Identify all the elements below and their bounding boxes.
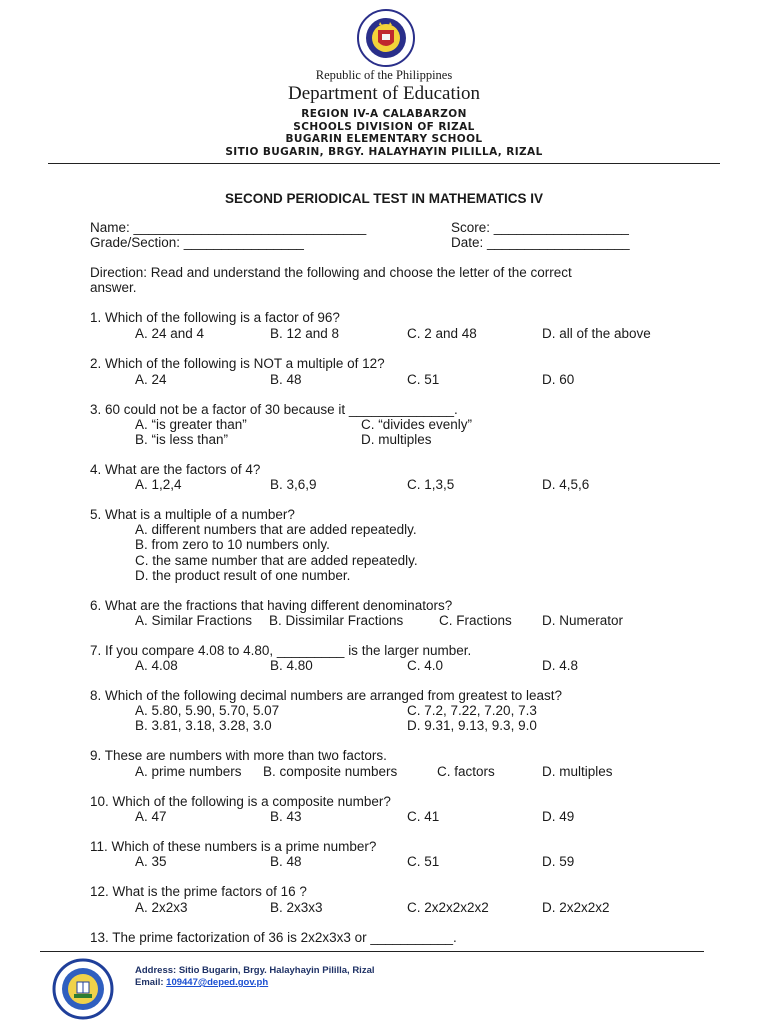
name-field: Name: _______________________________ <box>90 220 367 235</box>
footer-divider <box>40 951 704 952</box>
division-line: SCHOOLS DIVISION OF RIZAL <box>293 121 475 133</box>
q7-choice-a: A. 4.08 <box>135 658 178 673</box>
q8-choice-c: C. 7.2, 7.22, 7.20, 7.3 <box>407 703 537 718</box>
q1-choice-c: C. 2 and 48 <box>407 326 477 341</box>
q11-choice-a: A. 35 <box>135 854 167 869</box>
question-2: 2. Which of the following is NOT a multiple of 12? <box>90 356 385 371</box>
q2-choice-a: A. 24 <box>135 372 167 387</box>
q2-choice-c: C. 51 <box>407 372 440 387</box>
question-1: 1. Which of the following is a factor of 96? <box>90 310 340 325</box>
q2-choice-d: D. 60 <box>542 372 575 387</box>
q9-choice-a: A. prime numbers <box>135 764 242 779</box>
q10-choice-c: C. 41 <box>407 809 440 824</box>
school-seal-logo <box>52 958 114 1020</box>
q9-choice-c: C. factors <box>437 764 495 779</box>
q5-choice-b: B. from zero to 10 numbers only. <box>135 537 330 552</box>
q12-choice-b: B. 2x3x3 <box>270 900 323 915</box>
question-6: 6. What are the fractions that having different denominators? <box>90 598 453 613</box>
deped-seal-logo <box>350 8 422 68</box>
header-divider <box>48 163 720 164</box>
footer-address: Address: Sitio Bugarin, Brgy. Halayhayin Pililla, Rizal <box>135 965 375 976</box>
question-11: 11. Which of these numbers is a prime number? <box>90 839 377 854</box>
q1-choice-b: B. 12 and 8 <box>270 326 340 341</box>
direction-line-1: Direction: Read and understand the following and choose the letter of the correct <box>90 265 572 280</box>
footer-email-label: Email: <box>135 977 167 988</box>
q6-choice-c: C. Fractions <box>439 613 512 628</box>
question-10: 10. Which of the following is a composite number? <box>90 794 391 809</box>
question-9: 9. These are numbers with more than two factors. <box>90 748 387 763</box>
q6-choice-d: D. Numerator <box>542 613 624 628</box>
q2-choice-b: B. 48 <box>270 372 302 387</box>
q11-choice-d: D. 59 <box>542 854 575 869</box>
footer-email-row <box>135 977 268 988</box>
q8-choice-d: D. 9.31, 9.13, 9.3, 9.0 <box>407 718 537 733</box>
question-3: 3. 60 could not be a factor of 30 because it ______________. <box>90 402 458 417</box>
region-line: REGION IV-A CALABARZON <box>301 108 467 120</box>
q3-choice-a: A. “is greater than” <box>135 417 247 432</box>
republic-line: Republic of the Philippines <box>315 68 453 82</box>
q11-choice-b: B. 48 <box>270 854 302 869</box>
question-13: 13. The prime factorization of 36 is 2x2x3x3 or ___________. <box>90 930 457 945</box>
question-8: 8. Which of the following decimal numbers are arranged from greatest to least? <box>90 688 562 703</box>
q12-choice-a: A. 2x2x3 <box>135 900 188 915</box>
q6-choice-a: A. Similar Fractions <box>135 613 253 628</box>
q10-choice-b: B. 43 <box>270 809 302 824</box>
q7-choice-b: B. 4.80 <box>270 658 313 673</box>
question-4: 4. What are the factors of 4? <box>90 462 261 477</box>
q3-choice-d: D. multiples <box>361 432 432 447</box>
q3-choice-c: C. “divides evenly” <box>361 417 473 432</box>
q10-choice-a: A. 47 <box>135 809 167 824</box>
question-7: 7. If you compare 4.08 to 4.80, _________ is the larger number. <box>90 643 472 658</box>
q8-choice-a: A. 5.80, 5.90, 5.70, 5.07 <box>135 703 280 718</box>
q7-choice-c: C. 4.0 <box>407 658 444 673</box>
q9-choice-d: D. multiples <box>542 764 613 779</box>
date-field: Date: ___________________ <box>451 235 630 250</box>
q4-choice-b: B. 3,6,9 <box>270 477 317 492</box>
grade-section-field: Grade/Section: ________________ <box>90 235 304 250</box>
q1-choice-a: A. 24 and 4 <box>135 326 205 341</box>
test-title: SECOND PERIODICAL TEST IN MATHEMATICS IV <box>224 191 543 206</box>
q11-choice-c: C. 51 <box>407 854 440 869</box>
q8-choice-b: B. 3.81, 3.18, 3.28, 3.0 <box>135 718 272 733</box>
q4-choice-c: C. 1,3,5 <box>407 477 455 492</box>
q4-choice-d: D. 4,5,6 <box>542 477 590 492</box>
school-line: BUGARIN ELEMENTARY SCHOOL <box>285 133 483 145</box>
q10-choice-d: D. 49 <box>542 809 575 824</box>
q5-choice-a: A. different numbers that are added repeatedly. <box>135 522 417 537</box>
question-12: 12. What is the prime factors of 16 ? <box>90 884 307 899</box>
q1-choice-d: D. all of the above <box>542 326 651 341</box>
question-5: 5. What is a multiple of a number? <box>90 507 295 522</box>
q12-choice-d: D. 2x2x2x2 <box>542 900 610 915</box>
q4-choice-a: A. 1,2,4 <box>135 477 182 492</box>
q9-choice-b: B. composite numbers <box>263 764 398 779</box>
q3-choice-b: B. “is less than” <box>135 432 229 447</box>
q6-choice-b: B. Dissimilar Fractions <box>269 613 404 628</box>
q7-choice-d: D. 4.8 <box>542 658 579 673</box>
q5-choice-d: D. the product result of one number. <box>135 568 351 583</box>
direction-line-2: answer. <box>90 280 137 295</box>
footer-email-link[interactable]: 109447@deped.gov.ph <box>166 977 269 988</box>
score-field: Score: __________________ <box>451 220 629 235</box>
department-title: Department of Education <box>287 83 481 104</box>
address-line: SITIO BUGARIN, BRGY. HALAYHAYIN PILILLA, RIZAL <box>225 146 543 158</box>
q5-choice-c: C. the same number that are added repeatedly. <box>135 553 418 568</box>
q12-choice-c: C. 2x2x2x2x2 <box>407 900 489 915</box>
